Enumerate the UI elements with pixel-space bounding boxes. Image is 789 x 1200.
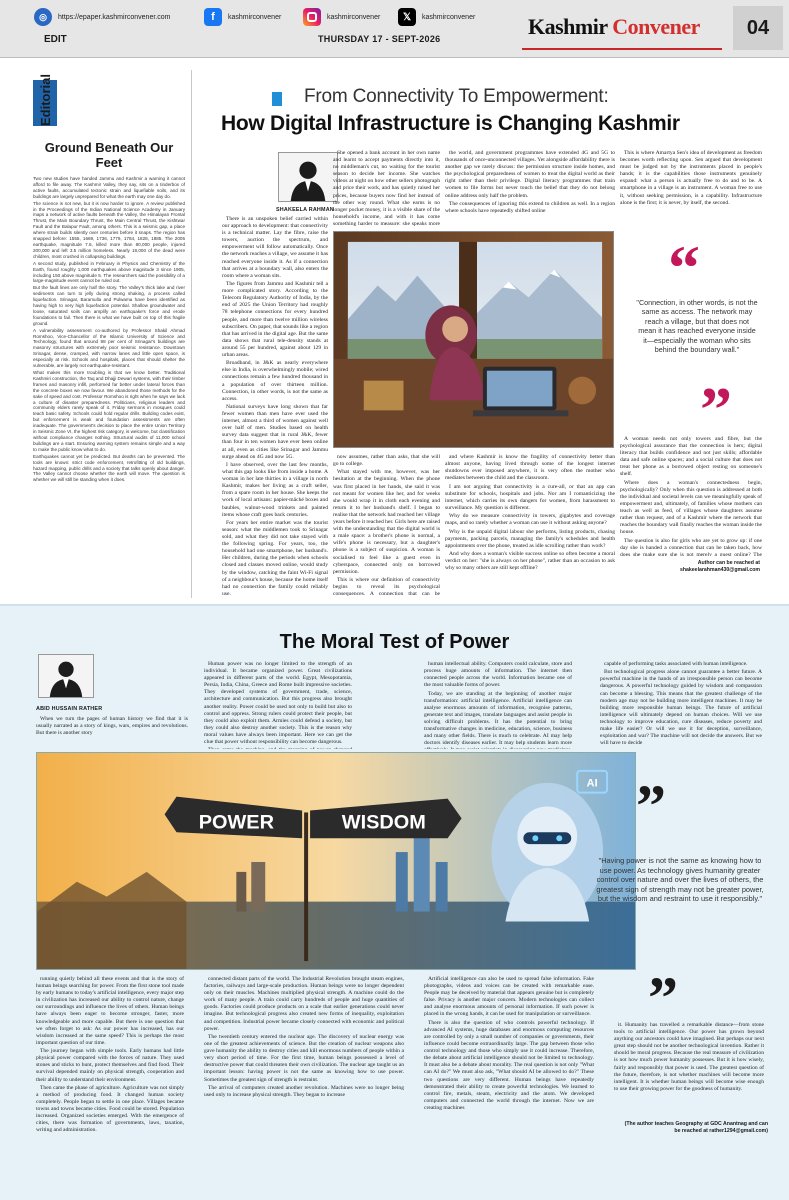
editorial-label: Editorial	[38, 73, 53, 126]
article-photo-woman-laptop	[333, 231, 614, 448]
paragraph: I have observed, over the last few months, what this gap looks like from inside a home. A woman in her late thirties in a village in north Kashmir, makes her living as a craft seller, from a spare room in her house. She keeps the work of local artisans: papier-mâché boxes and baubles, walnut-wood trinkets and painted items whose craft goes back centuries.	[222, 461, 328, 518]
paragraph: Two new studies have handed Jammu and Kashmir a warning it cannot afford to file away. The Kashmir Valley, they say, sits on a tinderbox of active faults, accumulated tectonic strain and liquefiable soils, and its buildings are largely unprepared for what the earth may one day do.	[33, 176, 185, 199]
author-silhouette-icon	[279, 153, 337, 201]
paragraph: This is where our definition of connectivity begins to reveal its psychological consequences. A connection that can be	[333, 576, 440, 596]
pull-quote: "Connection, in other words, is not the same as access. The network may reach a village, but that does not mean it has reached everyone inside it—especially the woman who sits behind the boundary wall."	[636, 298, 758, 355]
article2-column-g	[614, 1022, 764, 1118]
section-label: EDIT	[44, 34, 67, 45]
page-header	[0, 0, 789, 58]
paragraph: Where does a woman's connectedness begin, psychologically? Only when this question is addressed at both the individual and societal levels can we meaningfully speak of empowerment and, ultimately, of families whose mothers can teach as well as feed, of villages whose daughters assume rather than request, and of a Kashmir where the network that reaches the boundary wall finally reaches the woman inside the house.	[620, 479, 762, 536]
paragraph: What stayed with me, however, was her hesitation at the beginning. When the phone was first placed in her hands, she said it was not meant for women like her, and for weeks she would wrap it in cloth each evening and return it to her husband's shelf. I began to realise that the network had reached her village years before it reached her. Girls here are raised with the understanding that the digital world is a male space: a brother's phone is normal, a wife's phone is necessary, but a daughter's phone is a subject of suspicion. A woman is socialised to feel like a guest even in cyberspace, connected only on borrowed permission.	[333, 469, 440, 575]
quote-open-icon: “	[668, 232, 700, 303]
paragraph: Earthquakes cannot yet be predicted. But deaths can be prevented. The tools are known: strict code enforcement, retrofitting of old buildings, hazard mapping, public drills and a society that talks openly about danger. The Valley cannot choose whether the earth will move. The question is whether we will still be standing when it does.	[33, 453, 185, 483]
paragraph: And why does a woman's visible success online so often become a moral verdict on her: "she is always on her phone", rather than an occasion to ask why so many others are still kept offline?	[445, 550, 615, 572]
author2-byline: ABID HUSSAIN RATHER	[36, 706, 103, 712]
article-column-3-top	[445, 150, 615, 228]
article2-photo-power-wisdom	[36, 752, 636, 970]
article2-column-f	[424, 976, 594, 1194]
article2-column-d	[36, 976, 184, 1194]
masthead-rule	[522, 48, 722, 50]
article2-headline: The Moral Test of Power	[279, 631, 510, 653]
paragraph: A second study, published in February in Physics and Chemistry of the Earth, found roughly 1,000 earthquakes above magnitude 3 since 1905, including 150 above magnitude 5. The researchers said the possibility of a large-magnitude event cannot be ruled out.	[33, 260, 185, 284]
facebook-link[interactable]: f kashmirconvener	[204, 8, 281, 26]
instagram-link[interactable]: kashmirconvener	[303, 8, 380, 26]
kicker-marker	[272, 92, 282, 106]
paragraph: human intellectual ability. Computers could calculate, store and process huge amounts of information. The internet then connected people across the world. Information became one of the most valuable forms of power.	[424, 661, 572, 689]
sign-wisdom: WISDOM	[341, 811, 426, 834]
paragraph: running quietly behind all these events and that is the story of human beings searching for power. From the first stone tool made by early humans to today's artificial intelligence, every major step in civilization has increased our ability to control nature, change our surroundings and influence the lives of others. Human beings have always been eager to become stronger, faster, more knowledgeable and more capable. But there is one question that we often forget to ask: As our power has increased, has our wisdom increased at the same speed? This is perhaps the most important question of our time.	[36, 976, 184, 1046]
paragraph: it. Humanity has travelled a remarkable distance—from stone tools to artificial intelligence. Our power has grown beyond anything our ancestors could have imagined. But perhaps our next great step should not be another technological invention. Rather it should be moral progress. Because the real measure of civilization is not how much power humanity possesses. But it is how wisely, fairly and responsibly that power is used. The greatest question of the future, therefore, is not whether machines will become more intelligent. It is whether human beings will become wise enough to use their growing power for the goodness of humanity.	[614, 1022, 764, 1092]
paragraph: A vulnerability assessment co-authored by Professor Shakil Ahmad Romshoo, Vice-Chancellor of the Islamic University of Science and Technology, found that around 98 per cent of Srinagar's buildings are masonry structures with extremely poor seismic resistance. Downtown Srinagar, dense, cramped, with narrow lanes and little open space, is especially at risk. Schools and hospitals, places that should shelter the vulnerable, are largely not earthquake-resistant.	[33, 327, 185, 369]
paragraph: The arrival of computers created another revolution. Machines were no longer being used only to increase physical strength. They began to increase	[204, 1084, 404, 1098]
article2-column-c	[600, 661, 762, 749]
editorial-column	[33, 73, 185, 592]
paragraph: This is where Amartya Sen's idea of development as freedom becomes worth reflecting upon. Sen argued that development must be judged not by the instruments placed in people's hands; it is the capabilities those instruments genuinely expand: what a person is actually free to do and to be. A smartphone in a village is an instrument. A woman free to use it, without seeking permission, is a capability. Infrastructure alone is the first; it is never, by itself, the second.	[620, 150, 762, 206]
paragraph: I am not arguing that connectivity is a cure-all, or that an app can substitute for schools, hospitals and jobs. Nor am I romanticizing the internet, which carries its own dangers for women, from harassment to surveillance. My question is different.	[445, 483, 615, 511]
paragraph: Today, we are standing at the beginning of another major transformation: artificial intelligence. Artificial intelligence can analyse enormous amounts of information, recognise patterns, generate text and images, translate languages and assist people in solving difficult problems. It has the potential to bring transformative changes in medicine, education, science, business and many other fields. There is much to celebrate. AI may help doctors identify diseases earlier. It may help students learn more	[424, 690, 572, 747]
paragraph: A woman needs not only towers and fibre, but the psychological assurance that the connection is hers; digital literacy that builds confidence and not just skills; affordable data and safe online spaces; and a social culture that does not treat her phone as a borrowed object resting on someone's shelf.	[620, 436, 762, 478]
paragraph: now assumes, rather than asks, that she will go to college.	[333, 454, 440, 468]
paragraph: What makes this more troubling is that we know better. Traditional Kashmiri construction, the Taq and Dhajji Dewari systems, with their timber frames and masonry infill, performed far better under lateral forces than the concrete boxes we now favour. We abandoned those methods for the sake of speed and cost. Professor Romshoo is right when he says we lack a culture of disaster preparedness. Politicians, religious leaders and community elders rarely speak of it. Friday sermons in mosques could teach basic safety. Schools could hold regular drills. Building codes exist, but enforcement is weak and foundation assessments are often inadequate. The government's decision to place the entire Union Territory in Seismic Zone VI, the highest risk category, is welcome, but classification without compliance changes nothing. Structural audits of 11,000 school buildings are a start. Ensuring warning system remains simple and a way to make the public know what to do.	[33, 370, 185, 452]
paragraph: Why do we measure connectivity in towers, gigabytes and coverage maps, and so rarely whether a woman can use it without asking anyone?	[445, 513, 615, 527]
author-silhouette-icon	[39, 655, 93, 697]
paragraph: There is also the question of who controls powerful technology. If advanced AI systems, huge databases and enormous computing resources are controlled by only a small number of companies or governments, their influence could become extraordinarily large. The gap between those who control technology and those who simply use it could increase. Therefore, the debate about artificial intelligence should not be limited to technology. It must also be a debate about morality. The real question is not only "What can AI do?" We must also ask, "What should AI be allowed to do?" These two questions are very different. Human beings have repeatedly demonstrated their ability to create powerful technologies. We learned to control fire, metals, steam, electricity and the atom. We developed computers and connected the world through the internet. Now we are creating machines	[424, 1019, 594, 1111]
instagram-icon	[303, 8, 321, 26]
article-column-4	[620, 436, 762, 556]
author2-photo	[38, 654, 94, 698]
globe-icon: ◎	[34, 8, 52, 26]
sign-power: POWER	[198, 811, 274, 834]
quote-close-icon: ”	[648, 965, 678, 1031]
paragraph: Human power was no longer limited to the strength of an individual. It became organized power. Great civilizations appeared in different parts of the world. Egypt, Mesopotamia, Persia, India, China, Greece and Rome built impressive societies. They developed systems of government, trade, science, architecture and communication. But this progress also brought another reality. Power could be used not only to build but also to control and oppress. Strong rulers could protect their people, but they could also exploit them. Armies could defend a society, but they could also destroy another society. This is the reason why moral values have always been important. Here we can get the clue that power without responsibility can become dangerous.	[204, 661, 352, 746]
facebook-icon: f	[204, 8, 222, 26]
x-link[interactable]: 𝕏 kashmirconvener	[398, 8, 475, 26]
author2-contact: (The author teaches Geography at GDC Anantnag and can be reached at rather1294@gmail.com)	[624, 1121, 768, 1134]
paragraph: Why is the unpaid digital labour she performs, listing products, chasing payments, packing parcels, managing the family's schedules and health appointments over the phone, treated as idle scrolling rather than work?	[445, 528, 615, 549]
article-column-2-top	[333, 150, 440, 228]
paragraph: The science is not new, but it is now harder to ignore. A review published in the Proceedings of the Indian National Science Academy in January maps a network of active faults beneath the Valley, the Himalayan Frontal Thrust, the Main Boundary Thrust, the Main Central Thrust, the Kishtwar Fault and the Balapur Fault, among others. This is a seismic gap, a place where strain builds silently over centuries before it snaps. The region has snapped before: 1555, 1669, 1736, 1779, 1784, 1828, 1885. The 2005 earthquake, magnitude 7.6, killed more than 80,000 people, injured 200,000 and left 3.5 million homeless. Nearly 19,000 of the dead were children, most crushed in collapsing buildings.	[33, 200, 185, 259]
paragraph: Broadband, in J&K as nearly everywhere else in India, is overwhelmingly mobile; wired connections remain a few hundred thousand in a population of over thirteen million. Connection, in other words, is not the same as access.	[222, 360, 328, 402]
author-byline: SHAKEELA RAHMAN	[276, 207, 334, 213]
author-contact: Author can be reached at shakeelarahman430@gmail.com	[679, 560, 760, 573]
quote-open-icon: ”	[636, 773, 666, 839]
article2-intro	[36, 716, 188, 748]
paragraph: National surveys have long shown that far fewer women than men have ever used the internet, almost a third of women against well over half of men. Studies based on health survey data suggest that in rural J&K, fewer than four in ten women have ever been online at all, even as cities like Srinagar and Jammu surge ahead on 4G and now 5G.	[222, 404, 328, 460]
ai-badge: AI	[586, 777, 598, 790]
paragraph: Artificial intelligence can also be used to spread false information. Fake photographs, videos and voices can be created with remarkable ease. People may be deceived by material that appears genuine but is completely false. Privacy is another major concern. Modern technologies can collect and analyse enormous amounts of personal information. If such power is placed in the wrong hands, it can be used for manipulation or surveillance.	[424, 976, 594, 1018]
article-column-4-top	[620, 150, 762, 230]
article-column-3	[445, 454, 615, 596]
article2-pull-quote: "Having power is not the same as knowing how to use power. As technology gives humanity greater control over nature and over the lives of others, the greatest sign of strength may not be greater power, but the wisdom and restraint to use it responsibly."	[596, 856, 764, 904]
page-number: 04	[733, 6, 783, 50]
paragraph: There is an unspoken belief carried within our approach to development: that connectivity is a technical matter. Lay the fibre, raise the towers, auction the spectrum, and empowerment will follow automatically. Once the network reaches a village, we assume it has reached everyone inside it. As if a connection that arrives at a boundary wall, also enters the room where a woman sits.	[222, 216, 328, 279]
paragraph	[204, 747, 352, 749]
column-divider	[191, 70, 192, 598]
article-kicker: From Connectivity To Empowerment:	[304, 86, 609, 107]
issue-date: THURSDAY 17 - SEPT-2026	[318, 34, 441, 44]
paragraph: But technological progress alone cannot guarantee a better future. A powerful machine in the hands of an irresponsible person can become dangerous. A powerful technology guided by wisdom and compassion can become a blessing. This means that the greatest challenge of the modern age may not be building more intelligent machines. It may be building more responsible human beings. The future of artificial intelligence will ultimately depend on human choices. Will we use technology to improve education, cure diseases, reduce poverty and make life easier? Or will we use it for deception, surveillance, exploitation and war? The machine will not decide the answers. But we will have to decide	[600, 669, 762, 747]
paragraph: connected distant parts of the world. The Industrial Revolution brought steam engines, factories, railways and large-scale production. Human beings were no longer dependent only on their muscles. Machines multiplied physical strength. A machine could do the work of many people. A train could carry hundreds of people and huge quantities of goods. Factories could produce products on a scale that earlier generations could never imagine. But technological progress also created new forms of inequality, exploitation and competition. Industrial power became closely connected with economic and political power.	[204, 976, 404, 1032]
paragraph: and where Kashmir is know the fragility of connectivity better than almost anyone, having lived through some of the longest internet shutdowns ever imposed anywhere, it is very often the mother who mediates between the child and the classroom.	[445, 454, 615, 482]
paragraph: For years her entire market was the tourist season: what the middlemen took to Srinagar sold, and what they did not take stayed with the following spring. For years, too, the household had one smartphone, her husband's. Her children, during the periods when schools closed and classes moved online, would study by the window, catching the faint Wi-Fi signal of a neighbour's house, because the home itself had no connection the family could reliably use.	[222, 519, 328, 596]
article2-column-e	[204, 976, 404, 1194]
paragraph: The question is also for girls who are yet to grow up: if one day she is handed a connection that can be taken back, how does she make sure she is not merely a guest online? The	[620, 537, 762, 556]
paragraph: The figures from Jammu and Kashmir tell a more complicated story. According to the Telecom Regulatory Authority of India, by the end of 2025 the Union Territory had roughly 78 telephone connections for every hundred people, and more than twelve million wireless subscribers. On paper, that sounds like a region that has arrived in the digital age. But the same data shows that rural tele-density stands at around 55 per hundred, against about 129 in urban areas.	[222, 281, 328, 358]
article2-column-b	[424, 661, 572, 749]
paragraph: She opened a bank account in her own name and learnt to accept payments directly into it, no middleman's cut, no waiting for the tourist season to decide her income. She watches videos at night on how other sellers photograph and price their work, and has quietly raised her prices, because buyers now find her instead of the other way round. What she earns is no longer pocket money, it is a visible share of the household's income, and with it has come something harder to measure: she speaks more	[333, 150, 440, 227]
editorial-body	[33, 176, 185, 586]
paragraph: The journey began with simple tools. Early humans had little physical power compared with the forces of nature. They used stones and sticks to hunt, protect themselves and find food. Their survival depended mainly on physical strength, cooperation and their ability to understand their environment.	[36, 1048, 184, 1083]
x-icon: 𝕏	[398, 8, 416, 26]
quote-close-icon: ”	[700, 374, 732, 445]
author-photo	[278, 152, 338, 202]
article-column-1	[222, 216, 328, 596]
paragraph: But the fault lines are only half the story. The Valley's thick lake and river sediments can turn to jelly during strong shaking, a process called liquefaction. Srinagar, Baramulla and Pulwama have been identified as having high to very high liquefaction potential. Shallow groundwater and loose, saturated soils can amplify an earthquake's force and erode foundations to fail. Then there is what we have built on top of this fragile ground.	[33, 285, 185, 326]
article-column-2	[333, 454, 440, 596]
editorial-title: Ground Beneath Our Feet	[44, 140, 174, 170]
article2-column-a	[204, 661, 352, 749]
paragraph: The twentieth century entered the nuclear age. The discovery of nuclear energy was one of the greatest achievements of science. But the creation of nuclear weapons also gave humanity the ability to destroy cities and kill enormous numbers of people within a very short period of time. For the first time, human beings possessed a level of destructive power that could threaten their own civilization. The nuclear age taught us an important lesson: having power is not the same as knowing how to use power. Sometimes the greatest sign of strength is restraint.	[204, 1033, 404, 1083]
paragraph: Then came the phase of agriculture. Agriculture was not simply a method of producing food. It changed human society completely. People began to settle in one place. Villages became towns and towns became cities. Food could be stored. Population increased. Organized societies emerged. With the emergence of cities, there was formation of governments, laws, taxation, writing and administration.	[36, 1084, 184, 1134]
masthead-logo: Kashmir Convener	[528, 14, 700, 39]
paragraph: When we turn the pages of human history we find that it is usually narrated as a story of kings, wars, empires and revolutions. But there is another story	[36, 716, 188, 737]
paragraph: The consequences of ignoring this extend to children as well. In a region where schools have repeatedly shifted online	[445, 200, 615, 214]
paragraph: the world, and government programmes have extended 4G and 5G to thousands of once-unconnected villages. Yet alongside affordability there is another gap we rarely discuss: the permission structure inside homes, and the psychological preparedness of women to treat the digital world as their right rather than their privilege. Digital literacy programmes that train women to file forms but never touch the belief that they do not belong online address only half the problem.	[445, 150, 615, 199]
paragraph: capable of performing tasks associated with human intelligence.	[604, 661, 748, 667]
website-link[interactable]: ◎ https://epaper.kashmirconvener.com	[34, 8, 170, 26]
article-headline: How Digital Infrastructure is Changing Kashmir	[221, 112, 680, 135]
